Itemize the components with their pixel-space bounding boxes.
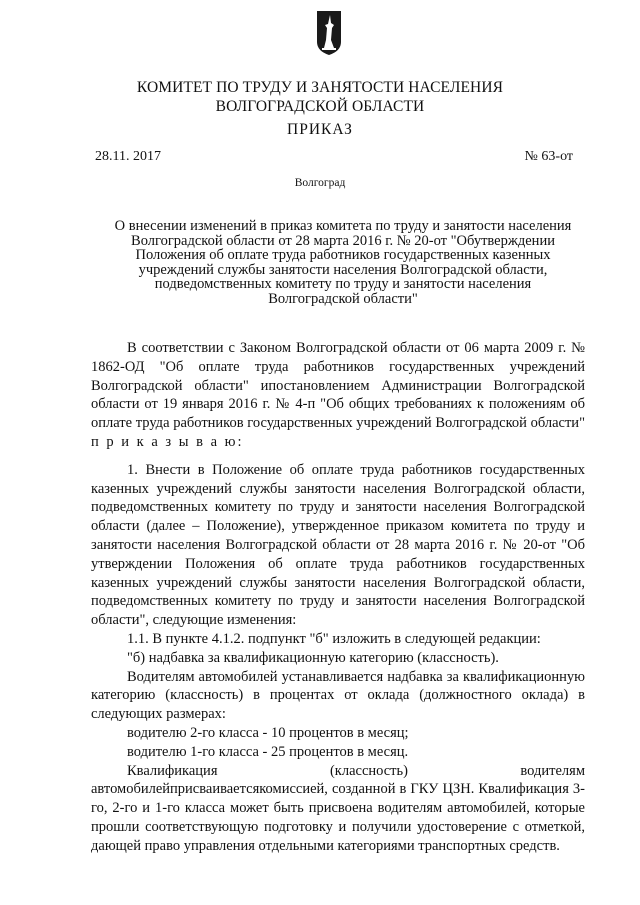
preamble-text: В соответствии с Законом Волгоградской области от 06 марта 2009 г. № 1862-ОД "Об оплате труда работников государственных учреждений Волгоградской области" ипостановлением Администрации Волгоградской области от 19 января 2016 г. № 4-п "Об общих требованиях к положениям об оплате труда работников государственных учреждений Волгоградской области"	[91, 340, 585, 432]
subject-line: О внесении изменений в приказ комитета по труду и занятости населения	[114, 218, 572, 234]
document-subject	[108, 219, 578, 307]
city-name: Волгоград	[294, 177, 346, 189]
class-1-paragraph: водителю 1-го класса - 25 процентов в месяц.	[127, 743, 409, 760]
document-number: № 63-от	[524, 149, 573, 164]
qualification-paragraph: Квалификация (классность) водителям автомобилейприсваиваетсякомиссией, созданной в ГКУ ЦЗН. Квалификация 3-го, 2-го и 1-го класса может быть присвоена водителям автомобилей, которые прошли соответствующую подготовку и получили удостоверение с отметкой, дающей право управления отдельными категориями транспортных средств.	[91, 762, 585, 854]
preamble-paragraph	[91, 339, 585, 452]
document-body	[91, 339, 585, 856]
organization-name-line1: КОМИТЕТ ПО ТРУДУ И ЗАНЯТОСТИ НАСЕЛЕНИЯ	[136, 79, 504, 96]
order-word: п р и к а з ы в а ю:	[91, 433, 244, 450]
document-type: ПРИКАЗ	[287, 121, 353, 138]
subject-line: Положения об оплате труда работников государственных казенных	[135, 247, 551, 264]
item-1-1-paragraph: 1.1. В пункте 4.1.2. подпункт "б" изложить в следующей редакции:	[127, 630, 541, 647]
organization-name	[0, 78, 640, 116]
drivers-paragraph: Водителям автомобилей устанавливается надбавка за квалификационную категорию (классность) в процентах от оклада (должностного оклада) в следующих размерах:	[91, 668, 585, 723]
subject-line: подведомственных комитету по труду и занятости населения	[154, 276, 532, 293]
subject-line: Волгоградской области от 28 марта 2016 г. № 20-от "Обутверждении	[131, 232, 555, 249]
class-2-paragraph: водителю 2-го класса - 10 процентов в месяц;	[127, 724, 409, 741]
organization-name-line2: ВОЛГОГРАДСКОЙ ОБЛАСТИ	[215, 98, 425, 115]
item-1-paragraph: 1. Внести в Положение об оплате труда работников государственных казенных учреждений службы занятости населения Волгоградской области, подведомственных комитету по труду и занятости населения Волгоградской области (далее – Положение), утвержденное приказом комитета по труду и занятости населения Волгоградской области от 28 марта 2016 г. № 20-от "Об утверждении Положения об оплате труда работников государственных казенных учреждений службы занятости населения Волгоградской области, подведомственных комитету по труду и занятости населения Волгоградской области", следующие изменения:	[91, 461, 585, 629]
subject-line: Волгоградской области"	[268, 290, 418, 307]
coat-of-arms-emblem	[316, 10, 342, 56]
subpoint-b-paragraph: "б) надбавка за квалификационную категорию (классность).	[127, 649, 499, 666]
subject-line: учреждений службы занятости населения Волгоградской области,	[138, 261, 548, 278]
document-date: 28.11. 2017	[95, 149, 161, 164]
